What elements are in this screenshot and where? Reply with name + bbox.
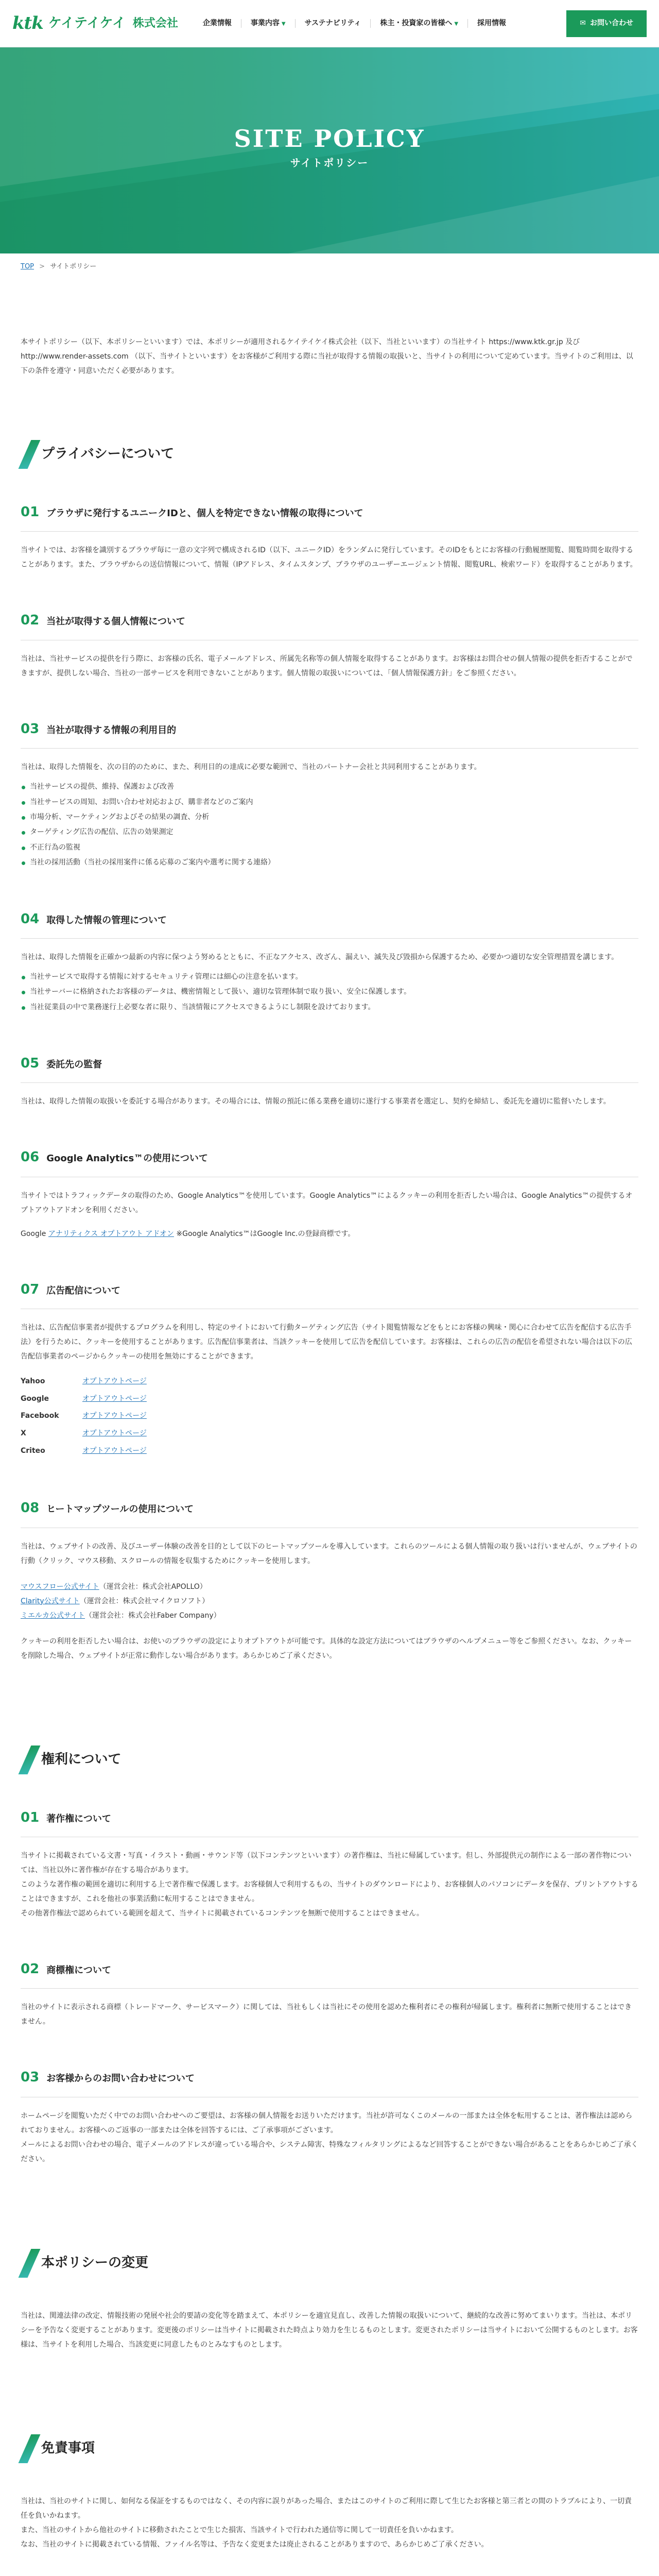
- rights-item-03: [21, 2065, 638, 2166]
- item-body: 当社は、ウェブサイトの改善、及びユーザー体験の改善を目的として以下のヒートマップツールを導入しています。これらのツールによる個人情報の取り扱いは行いませんが、ウェブサイトの行動（クリック、マウス移動、スクロールの情報を収集するためにクッキーを使用します。: [21, 1542, 637, 1565]
- privacy-item-03: [21, 717, 638, 871]
- item-body: 当社は、当社サービスの提供を行う際に、お客様の氏名、電子メールアドレス、所属先名称等の個人情報を取得することがあります。お客様はお問合せの個人情報の提供を拒否することができますが、提供しない場合、当社の一部サービスを利用できないことがあります。個人情報の取扱いについては、「個人情報保護方針」をご参照ください。: [21, 654, 633, 677]
- list-item: 市場分析、マーケティングおよびその結果の調査、分析: [21, 810, 638, 825]
- ga-optout-link[interactable]: アナリティクス オプトアウト アドオン: [48, 1229, 174, 1238]
- item-body: 当社は、広告配信事業者が提供するプログラムを利用し、特定のサイトにおいて行動ターゲティング広告（サイト閲覧情報などをもとにお客様の興味・関心に合わせて広告を配信する広告手法）を行うために、クッキーを使用することがあります。広告配信事業者は、当該クッキーを使用して広告を配信しています。お客様は、これらの広告の配信を希望されない場合は以下の広告配信事業者のページからクッキーの使用を無効にすることができます。: [21, 1324, 632, 1361]
- company-logo[interactable]: [12, 7, 178, 40]
- section-title: 本ポリシーの変更: [41, 2255, 149, 2271]
- rights-item-02: [21, 1957, 638, 2029]
- purpose-list: [21, 779, 638, 870]
- section-heading-privacy: [21, 440, 638, 469]
- item-title: 当社が取得する情報の利用目的: [46, 724, 177, 736]
- item-body: 当サイトでは、お客様を識別するブラウザ毎に一意の文字列で構成されるID（以下、ユニークID）をランダムに発行しています。そのIDをもとにお客様の行動履歴閲覧、閲覧時間を取得することがあります。また、ブラウザからの送信情報について、情報（IPアドレス、タイムスタンプ、ブラウザのユーザーエージェント情報、閲覧URL、検索ワード）を取得することがあります。: [21, 546, 637, 569]
- optout-link[interactable]: オプトアウトページ: [82, 1377, 147, 1386]
- breadcrumb-home[interactable]: TOP: [21, 263, 34, 270]
- item-title: 当社が取得する個人情報について: [46, 616, 185, 628]
- logo-corp: 株式会社: [132, 16, 178, 30]
- privacy-item-01: [21, 500, 638, 572]
- item-number: 08: [21, 1500, 40, 1516]
- ga-note-suffix: ※Google Analytics™はGoogle Inc.の登録商標です。: [176, 1229, 355, 1238]
- heatmap-tool: [21, 1580, 638, 1594]
- heading-slash-icon: [19, 1745, 41, 1774]
- optout-provider: Facebook: [21, 1412, 59, 1420]
- nav-recruit-label: 採用情報: [477, 19, 507, 28]
- main-content: [21, 335, 638, 2576]
- header-contact-label: お問い合わせ: [590, 19, 633, 28]
- section-body: また、当社のサイトから他社のサイトに移動されたことで生じた損害、当該サイトで行われた通信等に関して一切責任を負いかねます。: [21, 2526, 458, 2534]
- item-number: 02: [21, 1961, 40, 1977]
- privacy-item-07: [21, 1277, 638, 1460]
- ga-note: [21, 1227, 638, 1241]
- heatmap-tool-company: （運営会社：株式会社APOLLO）: [99, 1582, 207, 1591]
- nav-business[interactable]: [241, 19, 295, 28]
- privacy-item-04: [21, 907, 638, 1015]
- privacy-item-05: [21, 1051, 638, 1109]
- item-number: 02: [21, 613, 40, 629]
- section-title: プライバシーについて: [41, 446, 175, 462]
- heatmap-tool-link[interactable]: ミエルカ公式サイト: [21, 1611, 85, 1620]
- list-item: 当社サーバーに格納されたお客様のデータは、機密情報として扱い、適切な管理体制で取り扱い、安全に保護します。: [21, 985, 638, 999]
- list-item: ターゲティング広告の配信、広告の効果測定: [21, 825, 638, 840]
- intro-text: 本サイトポリシー（以下、本ポリシーといいます）では、本ポリシーが適用されるケイテイケイ株式会社（以下、当社といいます）の当社サイト https://www.ktk.gr.jp 及び http://www.render-assets.com （以下、当サイトといいます）をお客様がご利用する際に当社が取得する情報の取扱いと、当サイトの利用について定めています。当サイトのご利用は、以下の条件を遵守・同意いただく必要があります。: [21, 338, 633, 375]
- logo-mark: ktk: [12, 13, 43, 34]
- privacy-item-06: [21, 1145, 638, 1241]
- optout-row: [21, 1425, 638, 1443]
- item-body: クッキーの利用を拒否したい場合は、お使いのブラウザの設定によりオプトアウトが可能です。具体的な設定方法についてはブラウザのヘルプメニュー等をご参照ください。なお、クッキーを削除した場合、ウェブサイトが正常に動作しない場合があります。あらかじめご了承ください。: [21, 1637, 632, 1660]
- heading-slash-icon: [19, 2434, 41, 2463]
- page-subtitle: サイトポリシー: [290, 157, 369, 169]
- heading-slash-icon: [19, 440, 41, 469]
- item-number: 01: [21, 1809, 40, 1825]
- section-title: 免責事項: [41, 2441, 95, 2456]
- heading-slash-icon: [19, 2249, 41, 2278]
- heatmap-tool-company: （運営会社：株式会社マイクロソフト）: [79, 1597, 210, 1605]
- optout-link[interactable]: オプトアウトページ: [82, 1446, 147, 1455]
- optout-link[interactable]: オプトアウトページ: [82, 1429, 147, 1438]
- optout-row: [21, 1373, 638, 1391]
- item-number: 03: [21, 2070, 40, 2086]
- hero-banner: [0, 47, 659, 253]
- heatmap-tool-link[interactable]: マウスフロー公式サイト: [21, 1582, 99, 1591]
- item-body: ホームページを閲覧いただく中でのお問い合わせへのご要望は、お客様の個人情報をお送りいただけます。当社が許可なくこのメールの一部または全体を転用することは、著作権法は認められておりません。お客様へのご返事の一部または全体を回答するには、ご了承事項がございます。: [21, 2111, 633, 2134]
- item-body: このような著作権の範囲を適切に利用する上で著作権で保護します。お客様個人で利用するもの、当サイトのダウンロードにより、お客様個人のパソコンにデータを保存、プリントアウトすることはできますが、これを他社の事業活動に転用することはできません。: [21, 1880, 638, 1903]
- heatmap-tool: [21, 1608, 638, 1623]
- item-body: メールによるお問い合わせの場合、電子メールのアドレスが違っている場合や、システム障害、特殊なフィルタリングによるなど回答することができない場合があることをあらかじめご了承ください。: [21, 2140, 638, 2163]
- list-item: 当社サービスの提供、維持、保護および改善: [21, 779, 638, 794]
- item-body: 当社は、取得した情報を、次の目的のために、また、利用目的の達成に必要な範囲で、当社のパートナー会社と共同利用することがあります。: [21, 763, 481, 772]
- section-body: なお、当社のサイトに掲載されている情報、ファイル名等は、予告なく変更または廃止されることがありますので、あらかじめご了承ください。: [21, 2540, 489, 2549]
- section-heading-rights: [21, 1745, 638, 1774]
- optout-provider: Criteo: [21, 1446, 45, 1455]
- list-item: 当社従業員の中で業務遂行上必要な者に限り、当該情報にアクセスできるようにし制限を設けております。: [21, 1000, 638, 1015]
- item-number: 03: [21, 721, 40, 737]
- rights-item-01: [21, 1805, 638, 1921]
- heatmap-tool-company: （運営会社：株式会社Faber Company）: [85, 1611, 221, 1620]
- optout-provider: X: [21, 1429, 26, 1438]
- logo-kana: ケイテイケイ: [48, 15, 126, 31]
- privacy-item-08: [21, 1496, 638, 1663]
- item-number: 06: [21, 1149, 40, 1165]
- item-body: 当社のサイトに表示される商標（トレードマーク、サービスマーク）に関しては、当社もしくは当社にその使用を認めた権利者にその権利が帰属します。権利者に無断で使用することはできません。: [21, 2003, 632, 2026]
- global-nav: [194, 19, 515, 28]
- item-body: 当サイトではトラフィックデータの取得のため、Google Analytics™を使用しています。Google Analytics™によるクッキーの利用を拒否したい場合は、Google Analytics™の提供するオプトアウトアドオンを利用ください。: [21, 1191, 633, 1214]
- nav-ir-label: 株主・投資家の皆様へ: [380, 19, 453, 28]
- item-title: ヒートマップツールの使用について: [46, 1504, 194, 1515]
- privacy-item-02: [21, 608, 638, 680]
- ga-note-prefix: Google: [21, 1229, 46, 1238]
- list-item: 当社の採用活動（当社の採用案件に係る応募のご案内や選考に関する連絡）: [21, 855, 638, 870]
- item-number: 01: [21, 504, 40, 520]
- optout-row: [21, 1391, 638, 1408]
- item-title: 取得した情報の管理について: [46, 914, 167, 926]
- heatmap-tool-list: [21, 1580, 638, 1623]
- optout-link[interactable]: オプトアウトページ: [82, 1394, 147, 1403]
- item-title: ブラウザに発行するユニークIDと、個人を特定できない情報の取得について: [46, 508, 363, 519]
- nav-recruit[interactable]: [467, 19, 515, 28]
- section-heading-disclaimer: [21, 2434, 638, 2463]
- item-title: お客様からのお問い合わせについて: [46, 2073, 195, 2084]
- management-list: [21, 970, 638, 1015]
- site-header: [0, 0, 659, 47]
- list-item: 当社サービスで取得する情報に対するセキュリティ管理には細心の注意を払います。: [21, 970, 638, 985]
- nav-company-label: 企業情報: [202, 19, 232, 28]
- optout-row: [21, 1408, 638, 1425]
- optout-link[interactable]: オプトアウトページ: [82, 1412, 147, 1420]
- item-body: 当社は、取得した情報の取扱いを委託する場合があります。その場合には、情報の預託に係る業務を適切に遂行する事業者を選定し、契約を締結し、委託先を適切に監督いたします。: [21, 1097, 611, 1106]
- item-title: Google Analytics™の使用について: [46, 1153, 208, 1164]
- item-number: 07: [21, 1281, 40, 1297]
- item-title: 広告配信について: [46, 1285, 120, 1296]
- optout-list: [21, 1373, 638, 1460]
- heatmap-tool-link[interactable]: Clarity公式サイト: [21, 1597, 80, 1605]
- nav-ir[interactable]: [370, 19, 467, 28]
- chevron-down-icon: ▼: [454, 21, 459, 27]
- nav-sustainability[interactable]: [295, 19, 371, 28]
- breadcrumb: [21, 261, 96, 274]
- item-number: 04: [21, 911, 40, 927]
- nav-sustainability-label: サステナビリティ: [304, 19, 361, 28]
- section-heading-change: [21, 2249, 638, 2278]
- list-item: 不正行為の監視: [21, 840, 638, 855]
- disclaimer-block: [21, 2494, 638, 2552]
- item-body: その他著作権法で認められている範囲を超えて、当サイトに掲載されているコンテンツを無断で使用することはできません。: [21, 1909, 424, 1918]
- optout-provider: Google: [21, 1394, 49, 1403]
- change-block: [21, 2309, 638, 2352]
- item-title: 委託先の監督: [46, 1059, 102, 1071]
- nav-company[interactable]: [194, 19, 241, 28]
- item-body: 当サイトに掲載されている文書・写真・イラスト・動画・サウンド等（以下コンテンツといいます）の著作権は、当社に帰属しています。但し、外部提供元の制作による一部の著作物については、当社以外に著作権が存在する場合があります。: [21, 1852, 632, 1874]
- item-title: 著作権について: [46, 1813, 111, 1824]
- mail-icon: ✉: [580, 19, 586, 28]
- header-contact-button[interactable]: [566, 10, 647, 37]
- heatmap-tool: [21, 1594, 638, 1608]
- section-body: 当社は、関連法律の改定、情報技術の発展や社会的要請の変化等を踏まえて、本ポリシーを適宜見直し、改善した情報の取扱いについて、継続的な改善に努めてまいります。当社は、本ポリシーを予告なく変更することがあります。変更後のポリシーは当サイトに掲載された時点より効力を生じるものとします。変更されたポリシーは当サイトにおいて公開するものとします。お客様は、当サイトを利用した場合、当該変更に同意したものとみなすものとします。: [21, 2311, 638, 2349]
- section-title: 権利について: [41, 1751, 122, 1767]
- nav-business-label: 事業内容: [250, 19, 280, 28]
- item-title: 商標権について: [46, 1965, 111, 1976]
- item-number: 05: [21, 1056, 40, 1072]
- chevron-down-icon: ▼: [281, 21, 286, 27]
- item-body: 当社は、取得した情報を正確かつ最新の内容に保つよう努めるとともに、不正なアクセス、改ざん、漏えい、滅失及び毀損から保護するため、必要かつ適切な安全管理措置を講じます。: [21, 953, 619, 961]
- section-body: 当社は、当社のサイトに関し、如何なる保証をするものではなく、その内容に誤りがあった場合、またはこのサイトのご利用に際して生じたお客様と第三者との間のトラブルにより、一切責任を負いかねます。: [21, 2497, 632, 2520]
- optout-row: [21, 1443, 638, 1460]
- list-item: 当社サービスの周知、お問い合わせ対応および、購非者などのご案内: [21, 795, 638, 810]
- breadcrumb-separator: >: [39, 263, 45, 270]
- breadcrumb-current: サイトポリシー: [50, 263, 97, 270]
- page-title: SITE POLICY: [234, 125, 425, 152]
- optout-provider: Yahoo: [21, 1377, 45, 1386]
